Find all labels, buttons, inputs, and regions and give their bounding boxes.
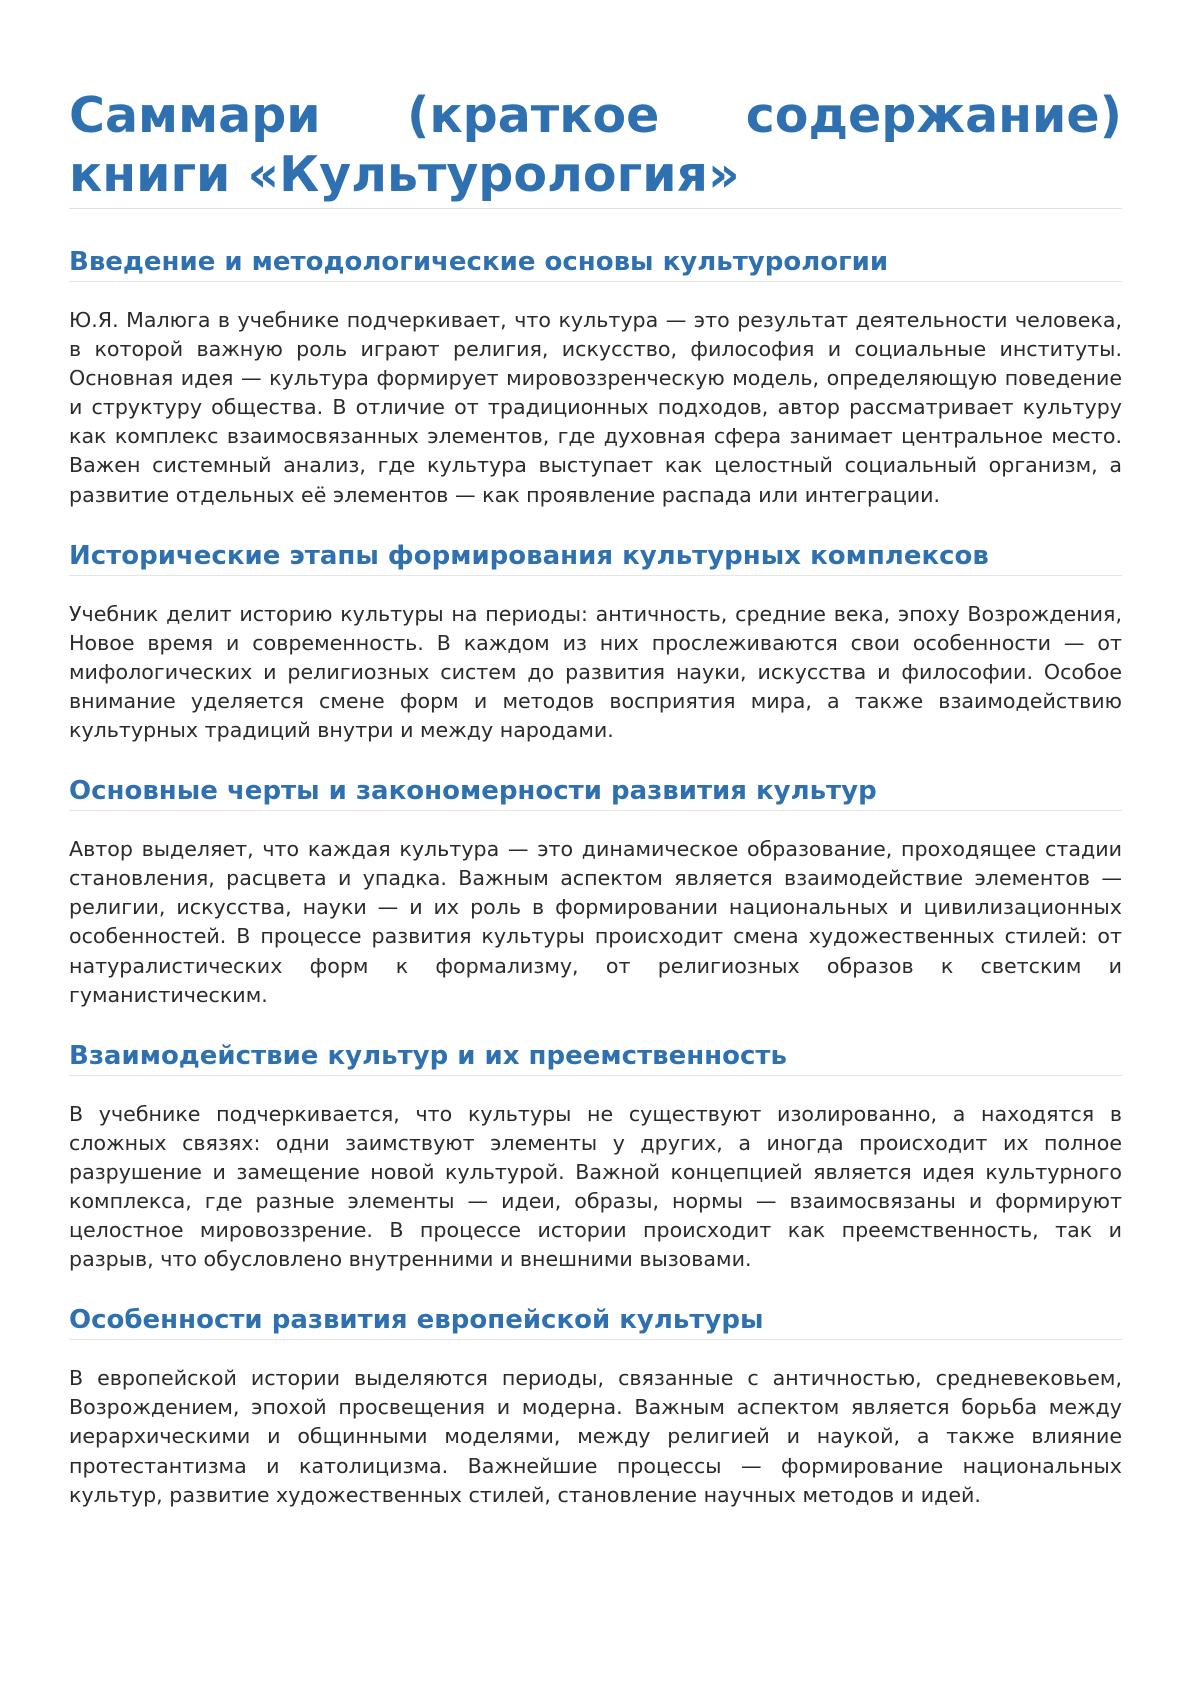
section-european-culture [69,1303,1122,1509]
section-main-features [69,774,1122,1010]
section-heading: Основные черты и закономерности развития культур [69,774,1122,811]
section-heading: Взаимодействие культур и их преемственность [69,1039,1122,1076]
section-paragraph: Автор выделяет, что каждая культура — это динамическое образование, проходящее стадии становления, расцвета и упадка. Важным аспектом является взаимодействие элементов — религии, искусства, науки — и их роль в формировании национальных и цивилизационных особенностей. В процессе развития культуры происходит смена художественных стилей: от натуралистических форм к формализму, от религиозных образов к светским и гуманистическим. [69,837,1122,1007]
section-heading: Исторические этапы формирования культурных комплексов [69,539,1122,576]
section-paragraph: В европейской истории выделяются периоды, связанные с античностью, средневековьем, Возрождением, эпохой просвещения и модерна. Важным аспектом является борьба между иерархическими и общинными моделями, между религией и наукой, а также влияние протестантизма и католицизма. Важнейшие процессы — формирование национальных культур, развитие художественных стилей, становление научных методов и идей. [69,1366,1122,1507]
section-paragraph: В учебнике подчеркивается, что культуры не существуют изолированно, а находятся в сложных связях: одни заимствуют элементы у других, а иногда происходит их полное разрушение и замещение новой культурой. Важной концепцией является идея культурного комплекса, где разные элементы — идеи, образы, нормы — взаимосвязаны и формируют целостное мировоззрение. В процессе истории происходит как преемственность, так и разрыв, что обусловлено внутренними и внешними вызовами. [69,1101,1122,1272]
page-title: Саммари (краткое содержание) книги «Культурология» [69,86,1122,209]
section-heading: Особенности развития европейской культуры [69,1303,1122,1340]
section-heading: Введение и методологические основы культурологии [69,245,1122,282]
document-page [69,86,1122,1510]
section-paragraph: Ю.Я. Малюга в учебнике подчеркивает, что культура — это результат деятельности человека, в которой важную роль играют религия, искусство, философия и социальные институты. Основная идея — культура формирует мировоззренческую модель, определяющую поведение и структуру общества. В отличие от традиционных подходов, автор рассматривает культуру как комплекс взаимосвязанных элементов, где духовная сфера занимает центральное место. Важен системный анализ, где культура выступает как целостный социальный организм, а развитие отдельных её элементов — как проявление распада или интеграции. [69,308,1122,507]
section-introduction [69,245,1122,510]
section-historical-stages [69,539,1122,745]
section-paragraph: Учебник делит историю культуры на периоды: античность, средние века, эпоху Возрождения, Новое время и современность. В каждом из них прослеживаются свои особенности — от мифологических и религиозных систем до развития науки, искусства и философии. Особое внимание уделяется смене форм и методов восприятия мира, а также взаимодействию культурных традиций внутри и между народами. [69,601,1122,743]
section-interaction-of-cultures [69,1039,1122,1275]
